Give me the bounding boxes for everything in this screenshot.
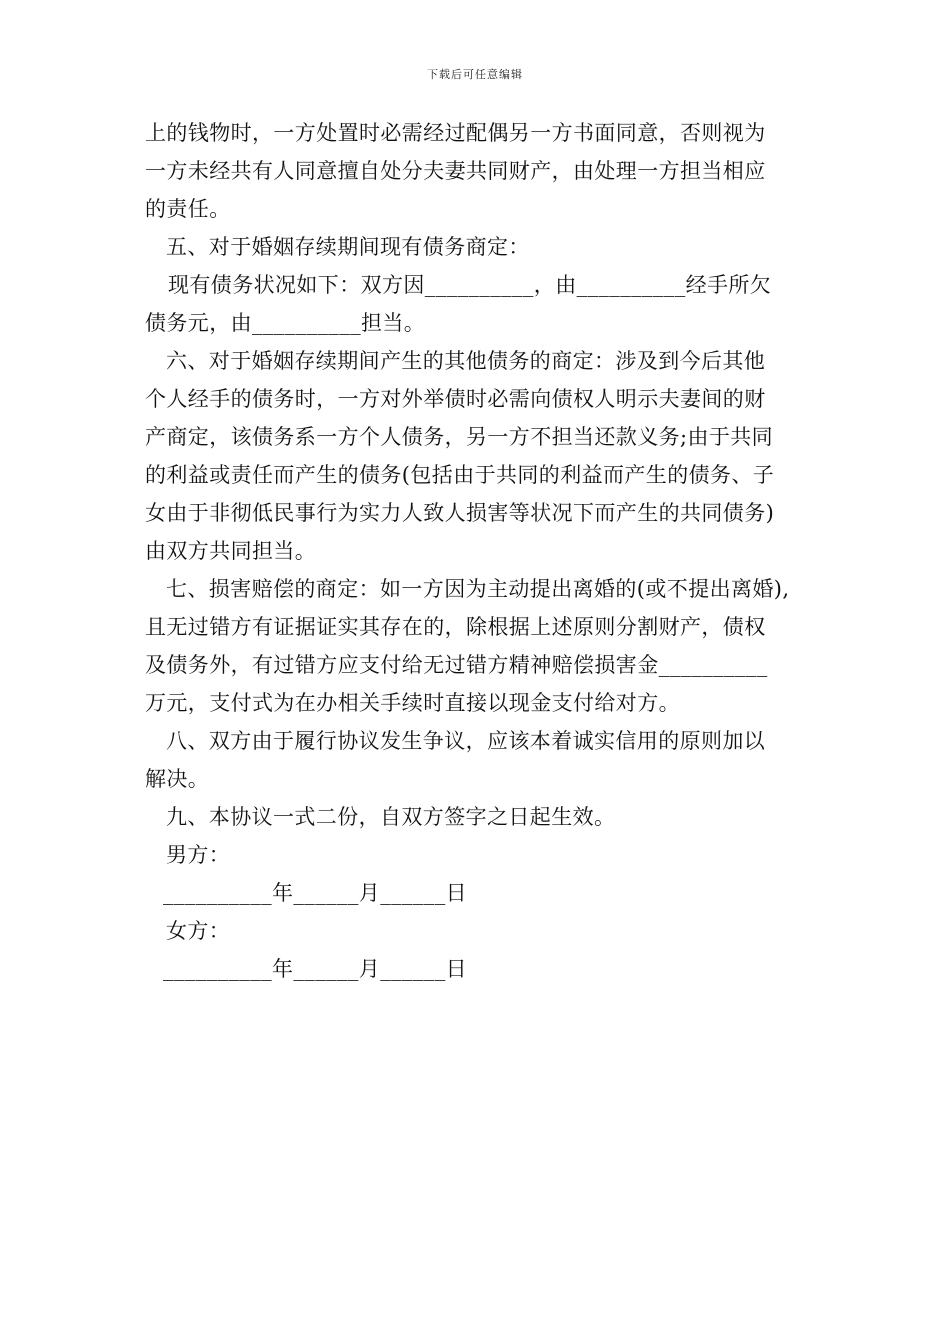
paragraph-line: 的责任。 xyxy=(145,197,231,221)
paragraph-line: 女由于非彻低民事行为实力人致人损害等状况下而产生的共同债务) xyxy=(145,501,775,525)
section-heading-8: 八、双方由于履行协议发生争议，应该本着诚实信用的原则加以 xyxy=(166,729,766,753)
section-heading-9: 九、本协议一式二份，自双方签字之日起生效。 xyxy=(166,805,616,829)
paragraph-line: 万元，支付式为在办相关手续时直接以现金支付给对方。 xyxy=(145,691,680,715)
male-signature-date: __________年______月______日 xyxy=(163,881,467,905)
paragraph-line: 现有债务状况如下：双方因__________，由__________经手所欠 xyxy=(168,273,772,297)
male-signature-label: 男方： xyxy=(166,843,231,867)
section-heading-7: 七、损害赔偿的商定：如一方因为主动提出离婚的(或不提出离婚), xyxy=(166,577,790,601)
paragraph-line: 一方未经共有人同意擅自处分夫妻共同财产，由处理一方担当相应 xyxy=(145,159,766,183)
paragraph-line: 解决。 xyxy=(145,767,210,791)
document-body xyxy=(145,114,810,988)
paragraph-line: 个人经手的债务时，一方对外举债时必需向债权人明示夫妻间的财 xyxy=(145,387,766,411)
paragraph-line: 的利益或责任而产生的债务(包括由于共同的利益而产生的债务、子 xyxy=(145,463,775,487)
paragraph-line: 及债务外，有过错方应支付给无过错方精神赔偿损害金__________ xyxy=(145,653,768,677)
paragraph-line: 产商定，该债务系一方个人债务，另一方不担当还款义务;由于共同 xyxy=(145,425,774,449)
female-signature-label: 女方： xyxy=(166,919,231,943)
paragraph-line: 由双方共同担当。 xyxy=(145,539,317,563)
paragraph-line: 上的钱物时，一方处置时必需经过配偶另一方书面同意，否则视为 xyxy=(145,121,766,145)
female-signature-date: __________年______月______日 xyxy=(163,957,467,981)
section-heading-6: 六、对于婚姻存续期间产生的其他债务的商定：涉及到今后其他 xyxy=(166,349,766,373)
section-heading-5: 五、对于婚姻存续期间现有债务商定： xyxy=(166,235,530,259)
header-note: 下载后可任意编辑 xyxy=(427,68,523,81)
paragraph-line: 且无过错方有证据证实其存在的，除根据上述原则分割财产，债权 xyxy=(145,615,766,639)
paragraph-line: 债务元，由__________担当。 xyxy=(145,311,426,335)
